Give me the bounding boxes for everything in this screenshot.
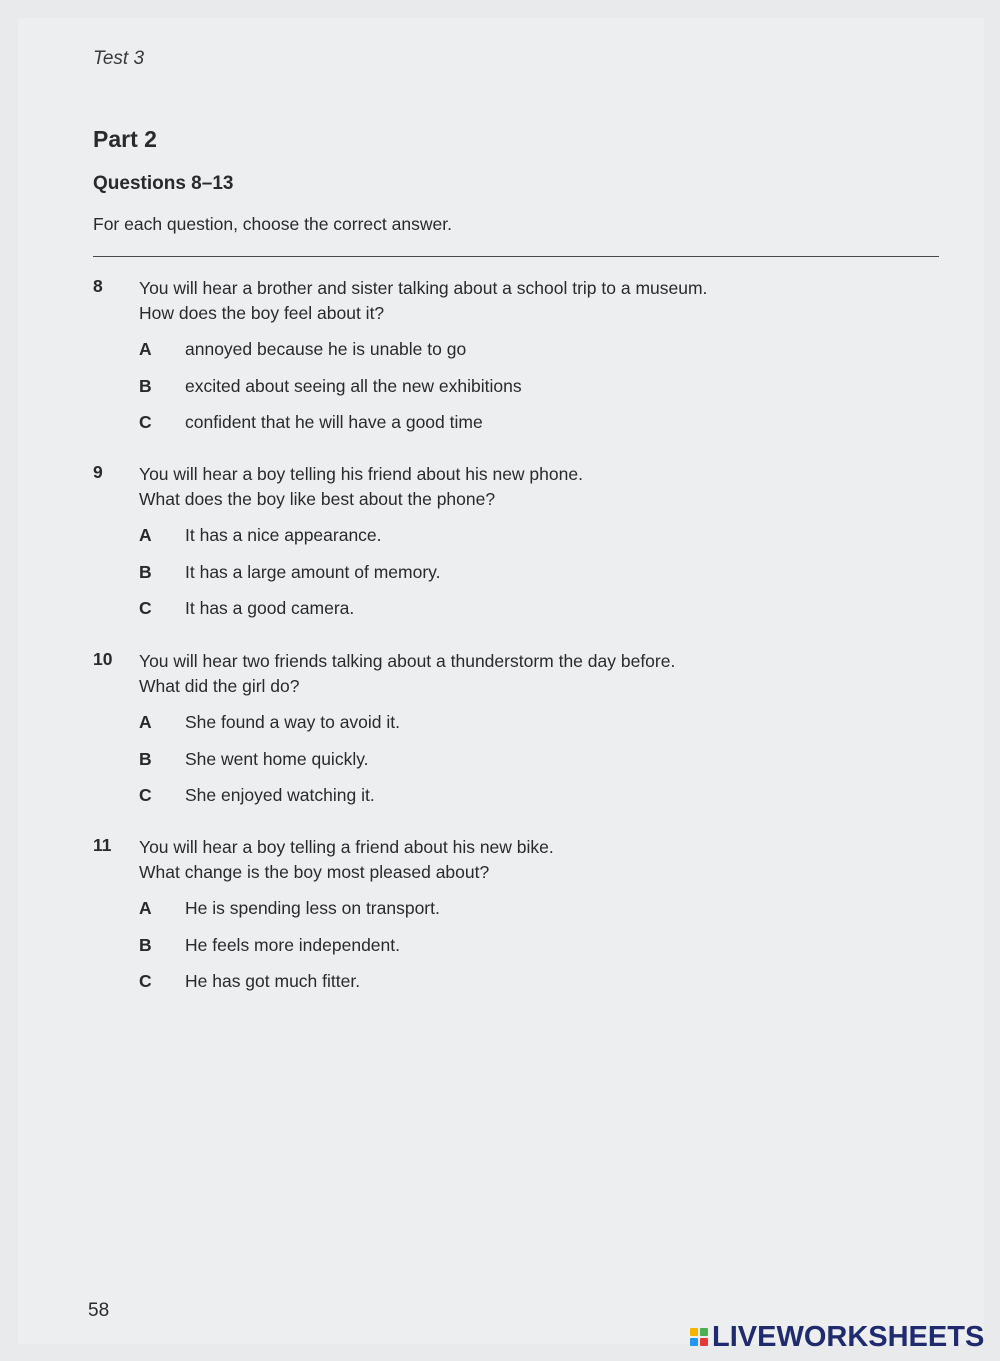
option-letter: B — [139, 749, 152, 769]
option-text: She went home quickly. — [185, 749, 369, 769]
option-letter: A — [139, 525, 152, 545]
logo-square — [700, 1338, 708, 1346]
logo-square — [700, 1328, 708, 1336]
question-stem — [139, 835, 554, 885]
option-text: He feels more independent. — [185, 935, 400, 955]
question-stem-line: You will hear a boy telling his friend about his new phone. — [139, 464, 583, 484]
question-stem-line: What did the girl do? — [139, 676, 300, 696]
option-text: excited about seeing all the new exhibitions — [185, 376, 522, 396]
logo-grid-icon — [690, 1328, 708, 1346]
option-letter: C — [139, 412, 152, 432]
option-text: It has a good camera. — [185, 598, 355, 618]
question-stem-line: How does the boy feel about it? — [139, 303, 385, 323]
option-letter: C — [139, 598, 152, 618]
option-text: He is spending less on transport. — [185, 898, 440, 918]
option-text: confident that he will have a good time — [185, 412, 483, 432]
test-label: Test 3 — [93, 48, 145, 69]
option-letter: A — [139, 712, 152, 732]
instruction-text: For each question, choose the correct answer. — [93, 214, 452, 234]
option-text: It has a nice appearance. — [185, 525, 382, 545]
question-stem — [139, 649, 675, 699]
option-text: He has got much fitter. — [185, 971, 361, 991]
option-letter: A — [139, 898, 152, 918]
option-text: annoyed because he is unable to go — [185, 339, 467, 359]
question-stem-line: What does the boy like best about the phone? — [139, 489, 496, 509]
logo-text: LIVEWORKSHEETS — [712, 1320, 985, 1353]
question-number: 8 — [93, 276, 103, 296]
question-stem-line: You will hear a brother and sister talking about a school trip to a museum. — [139, 278, 708, 298]
logo-square — [690, 1338, 698, 1346]
question-stem-line: You will hear a boy telling a friend about his new bike. — [139, 837, 554, 857]
question-stem — [139, 276, 707, 326]
question-stem-line: What change is the boy most pleased about? — [139, 862, 490, 882]
questions-range: Questions 8–13 — [93, 173, 234, 194]
question-stem-line: You will hear two friends talking about a thunderstorm the day before. — [139, 651, 676, 671]
option-letter: B — [139, 562, 152, 582]
liveworksheets-logo[interactable] — [690, 1320, 984, 1354]
option-text: She found a way to avoid it. — [185, 712, 400, 732]
question-number: 9 — [93, 462, 103, 482]
divider — [93, 256, 939, 257]
option-letter: C — [139, 971, 152, 991]
option-text: It has a large amount of memory. — [185, 562, 441, 582]
option-text: She enjoyed watching it. — [185, 785, 375, 805]
option-letter: B — [139, 376, 152, 396]
question-stem — [139, 462, 583, 512]
option-letter: A — [139, 339, 152, 359]
question-number: 10 — [93, 649, 113, 669]
part-title: Part 2 — [93, 126, 157, 152]
option-letter: C — [139, 785, 152, 805]
page-number: 58 — [88, 1300, 110, 1321]
logo-square — [690, 1328, 698, 1336]
question-number: 11 — [93, 835, 112, 855]
option-letter: B — [139, 935, 152, 955]
